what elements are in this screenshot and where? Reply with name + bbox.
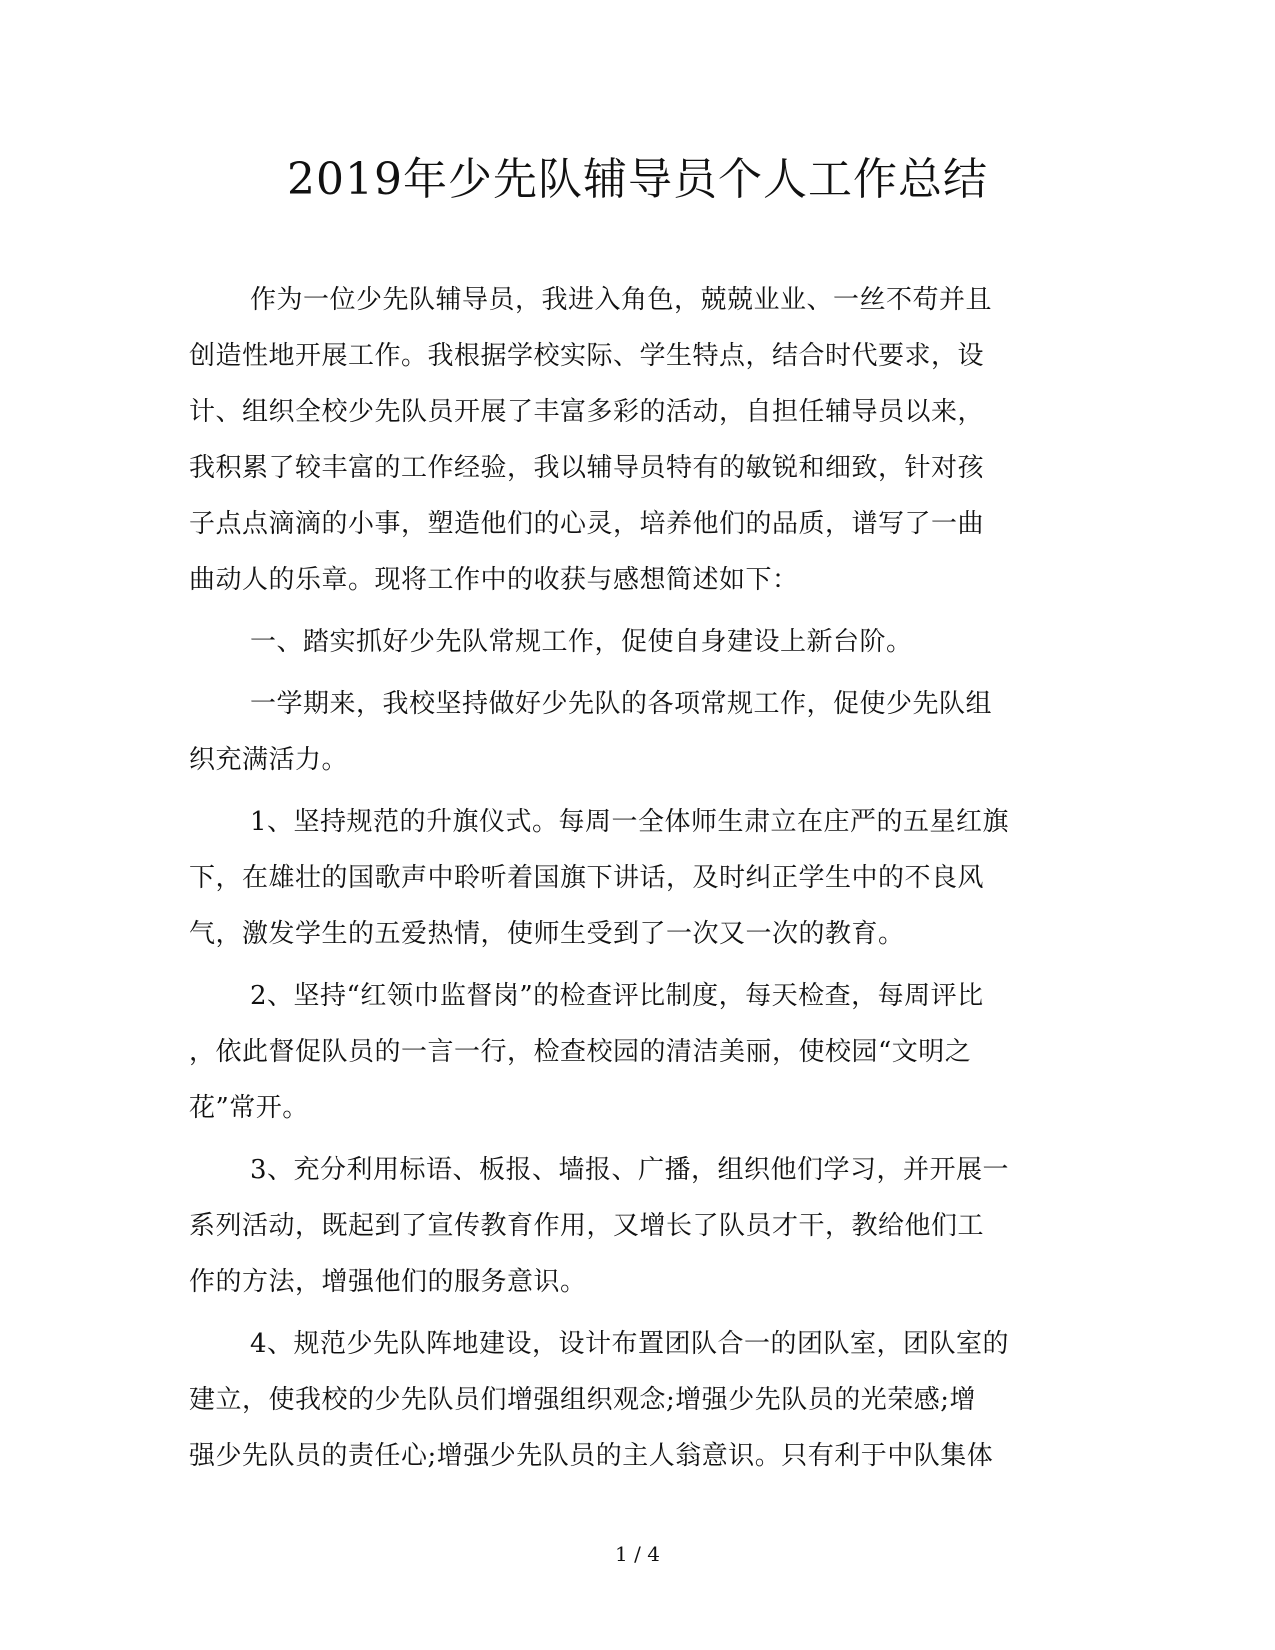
text-line: 4、规范少先队阵地建设，设计布置团队合一的团队室，团队室的 xyxy=(250,1329,1010,1359)
text-line: 强少先队员的责任心;增强少先队员的主人翁意识。只有利于中队集体 xyxy=(189,1441,994,1471)
text-line: 计、组织全校少先队员开展了丰富多彩的活动，自担任辅导员以来， xyxy=(189,397,985,427)
document-body xyxy=(189,272,1089,1490)
text-line: 下，在雄壮的国歌声中聆听着国旗下讲话，及时纠正学生中的不良风 xyxy=(189,863,985,893)
text-line: 2、坚持“红领巾监督岗”的检查评比制度，每天检查，每周评比 xyxy=(250,981,984,1011)
text-line: 花”常开。 xyxy=(189,1093,309,1123)
text-line: 我积累了较丰富的工作经验，我以辅导员特有的敏锐和细致，针对孩 xyxy=(189,453,985,483)
paragraph-semester xyxy=(189,676,1089,788)
text-line: 气，激发学生的五爱热情，使师生受到了一次又一次的教育。 xyxy=(189,919,905,949)
page-number: 1 / 4 xyxy=(615,1542,660,1566)
text-line: ，依此督促队员的一言一行，检查校园的清洁美丽，使校园“文明之 xyxy=(189,1037,972,1067)
text-line: 一、踏实抓好少先队常规工作，促使自身建设上新台阶。 xyxy=(250,627,913,657)
section-heading-1 xyxy=(189,614,1089,670)
text-line: 3、充分利用标语、板报、墙报、广播，组织他们学习，并开展一 xyxy=(250,1155,1010,1185)
text-line: 曲动人的乐章。现将工作中的收获与感想简述如下： xyxy=(189,565,799,595)
text-line: 创造性地开展工作。我根据学校实际、学生特点，结合时代要求，设 xyxy=(189,341,985,371)
paragraph-intro xyxy=(189,272,1089,608)
text-line: 系列活动，既起到了宣传教育作用，又增长了队员才干，教给他们工 xyxy=(189,1211,985,1241)
document-title: 2019年少先队辅导员个人工作总结 xyxy=(287,154,988,205)
paragraph-item-2 xyxy=(189,968,1089,1136)
paragraph-item-4 xyxy=(189,1316,1089,1484)
paragraph-item-1 xyxy=(189,794,1089,962)
text-line: 一学期来，我校坚持做好少先队的各项常规工作，促使少先队组 xyxy=(250,689,993,719)
text-line: 作为一位少先队辅导员，我进入角色，兢兢业业、一丝不苟并且 xyxy=(250,285,993,315)
paragraph-item-3 xyxy=(189,1142,1089,1310)
text-line: 织充满活力。 xyxy=(189,745,349,775)
text-line: 建立，使我校的少先队员们增强组织观念;增强少先队员的光荣感;增 xyxy=(189,1385,977,1415)
text-line: 子点点滴滴的小事，塑造他们的心灵，培养他们的品质，谱写了一曲 xyxy=(189,509,985,539)
text-line: 作的方法，增强他们的服务意识。 xyxy=(189,1267,587,1297)
text-line: 1、坚持规范的升旗仪式。每周一全体师生肃立在庄严的五星红旗 xyxy=(250,807,1010,837)
